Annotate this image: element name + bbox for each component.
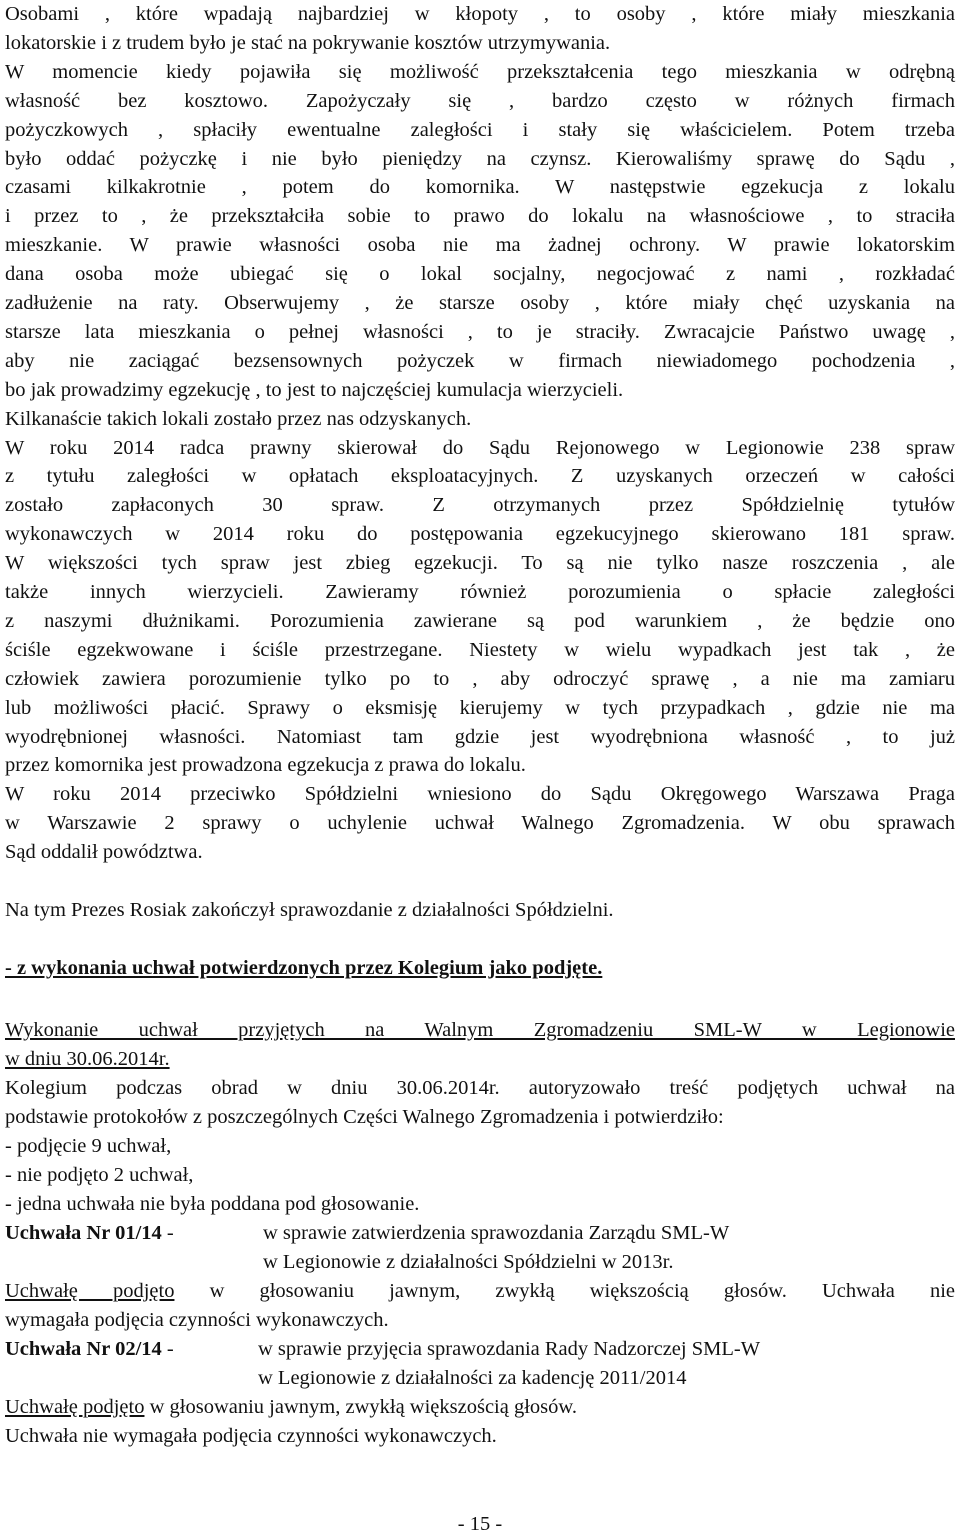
body-line: z naszymi dłużnikami. Porozumienia zawierane są pod warunkiem , że będzie ono bbox=[5, 609, 955, 632]
execution-title-line-2: w dniu 30.06.2014r. bbox=[5, 1048, 170, 1070]
body-line: mieszkanie. W prawie własności osoba nie ma żadnej ochrony. W prawie lokatorskim bbox=[5, 234, 955, 257]
summary-item-not-adopted: - nie podjęto 2 uchwał, bbox=[5, 1164, 194, 1186]
body-line: Sąd oddalił powództwa. bbox=[5, 841, 203, 864]
body-line: aby nie zaciągać bezsensownych pożyczek w firmach niewiadomego pochodzenia , bbox=[5, 349, 955, 372]
body-line: lub możliwości płacić. Sprawy o eksmisję kierujemy w tych przypadkach , gdzie nie ma bbox=[5, 696, 955, 719]
body-line: wyodrębnionej własności. Natomiast tam gdzie jest wyodrębniona własność , to już bbox=[5, 725, 955, 748]
body-line: w Warszawie 2 sprawy o uchylenie uchwał Walnego Zgromadzenia. W obu sprawach bbox=[5, 812, 955, 835]
resolution-02-vote-line-1: Uchwałę podjęto w głosowaniu jawnym, zwykłą większością głosów. bbox=[5, 1396, 577, 1418]
execution-title-line-1: Wykonanie uchwał przyjętych na Walnym Zgromadzeniu SML-W w Legionowie bbox=[5, 1019, 955, 1041]
kolegium-line-1: Kolegium podczas obrad w dniu 30.06.2014r. autoryzowało treść podjętych uchwał na bbox=[5, 1077, 955, 1099]
body-line: ściśle egzekwowane i ściśle przestrzegane. Niestety w wielu wypadkach jest tak , że bbox=[5, 638, 955, 661]
closing-sentence: Na tym Prezes Rosiak zakończył sprawozdanie z działalności Spółdzielni. bbox=[5, 899, 614, 921]
body-line: z tytułu zaległości w opłatach eksploatacyjnych. Z uzyskanych orzeczeń w całości bbox=[5, 465, 955, 488]
page-number: - 15 - bbox=[457, 1513, 503, 1535]
body-line: W momencie kiedy pojawiła się możliwość przekształcenia tego mieszkania w odrębną bbox=[5, 60, 955, 83]
body-line: było oddać pożyczkę i nie było pieniędzy na czynsz. Kierowaliśmy sprawę do Sądu , bbox=[5, 147, 955, 170]
body-line: człowiek zawiera porozumienie tylko po to , aby odroczyć sprawę , a nie ma zamiaru bbox=[5, 667, 955, 690]
body-line: Kilkanaście takich lokali zostało przez nas odzyskanych. bbox=[5, 407, 472, 430]
body-line: także innych wierzycieli. Zawieramy również porozumienia o spłacie zaległości bbox=[5, 581, 955, 603]
body-line: W roku 2014 przeciwko Spółdzielni wniesiono do Sądu Okręgowego Warszawa Praga bbox=[5, 783, 955, 806]
resolution-02-number: Uchwała Nr 02/14 - bbox=[5, 1338, 174, 1360]
summary-item-not-voted: - jedna uchwała nie była poddana pod głosowanie. bbox=[5, 1193, 420, 1215]
resolution-02-vote-line-2: Uchwała nie wymagała podjęcia czynności wykonawczych. bbox=[5, 1425, 497, 1447]
body-line: własność bez kosztowo. Zapożyczały się , bardzo często w różnych firmach bbox=[5, 89, 955, 112]
body-line: przez komornika jest prowadzona egzekucja z prawa do lokalu. bbox=[5, 754, 526, 777]
body-line: W większości tych spraw jest zbieg egzekucji. To są nie tylko nasze roszczenia , ale bbox=[5, 552, 955, 575]
body-line: Osobami , które wpadają najbardziej w kłopoty , to osoby , które miały mieszkania bbox=[5, 3, 955, 25]
resolution-02-subject-line-1: w sprawie przyjęcia sprawozdania Rady Nadzorczej SML-W bbox=[258, 1338, 761, 1360]
resolution-02-subject-line-2: w Legionowie z działalności za kadencję 2011/2014 bbox=[258, 1367, 687, 1389]
resolution-02-adopted: Uchwałę podjęto bbox=[5, 1396, 145, 1418]
body-line: wykonawczych w 2014 roku do postępowania egzekucyjnego skierowano 181 spraw. bbox=[5, 523, 955, 546]
body-line: i przez to , że przekształciła sobie to prawo do lokalu na własnościowe , to straciła bbox=[5, 205, 955, 228]
body-line: pożyczkowych , spłaciły ewentualne zaległości i stały się właścicielem. Potem trzeba bbox=[5, 118, 955, 141]
body-line: bo jak prowadzimy egzekucję , to jest to najczęściej kumulacja wierzycieli. bbox=[5, 378, 624, 401]
kolegium-line-2: podstawie protokołów z poszczególnych Części Walnego Zgromadzenia i potwierdziło: bbox=[5, 1106, 724, 1128]
body-line: starsze lata mieszkania o pełnej własności , to je straciły. Zwracajcie Państwo uwagę , bbox=[5, 320, 955, 343]
resolution-01-subject-line-2: w Legionowie z działalności Spółdzielni w 2013r. bbox=[263, 1251, 674, 1273]
section-heading: - z wykonania uchwał potwierdzonych przez Kolegium jako podjęte. bbox=[5, 957, 603, 979]
body-line: czasami kilkakrotnie , potem do komornika. W następstwie egzekucja z lokalu bbox=[5, 176, 955, 199]
resolution-01-adopted: Uchwałę podjęto bbox=[5, 1280, 175, 1302]
resolution-01-subject-line-1: w sprawie zatwierdzenia sprawozdania Zarządu SML-W bbox=[263, 1222, 730, 1244]
resolution-01-vote-line-2: wymagała podjęcia czynności wykonawczych. bbox=[5, 1309, 389, 1331]
resolution-01-header bbox=[5, 1219, 955, 1248]
body-line: zostało zapłaconych 30 spraw. Z otrzymanych przez Spółdzielnię tytułów bbox=[5, 494, 955, 517]
summary-item-adopted: - podjęcie 9 uchwał, bbox=[5, 1135, 172, 1157]
body-line: zadłużenie na raty. Obserwujemy , że starsze osoby , które miały chęć uzyskania na bbox=[5, 292, 955, 314]
body-line: dana osoba może ubiegać się o lokal socjalny, negocjować z nami , rozkładać bbox=[5, 263, 955, 286]
body-line: W roku 2014 radca prawny skierował do Sądu Rejonowego w Legionowie 238 spraw bbox=[5, 436, 955, 459]
resolution-01-vote-line-1: Uchwałę podjęto w głosowaniu jawnym, zwykłą większością głosów. Uchwała nie bbox=[5, 1280, 955, 1302]
body-line: lokatorskie i z trudem było je stać na pokrywanie kosztów utrzymywania. bbox=[5, 31, 611, 54]
resolution-01-number: Uchwała Nr 01/14 - bbox=[5, 1222, 174, 1244]
resolution-02-header bbox=[5, 1335, 955, 1364]
